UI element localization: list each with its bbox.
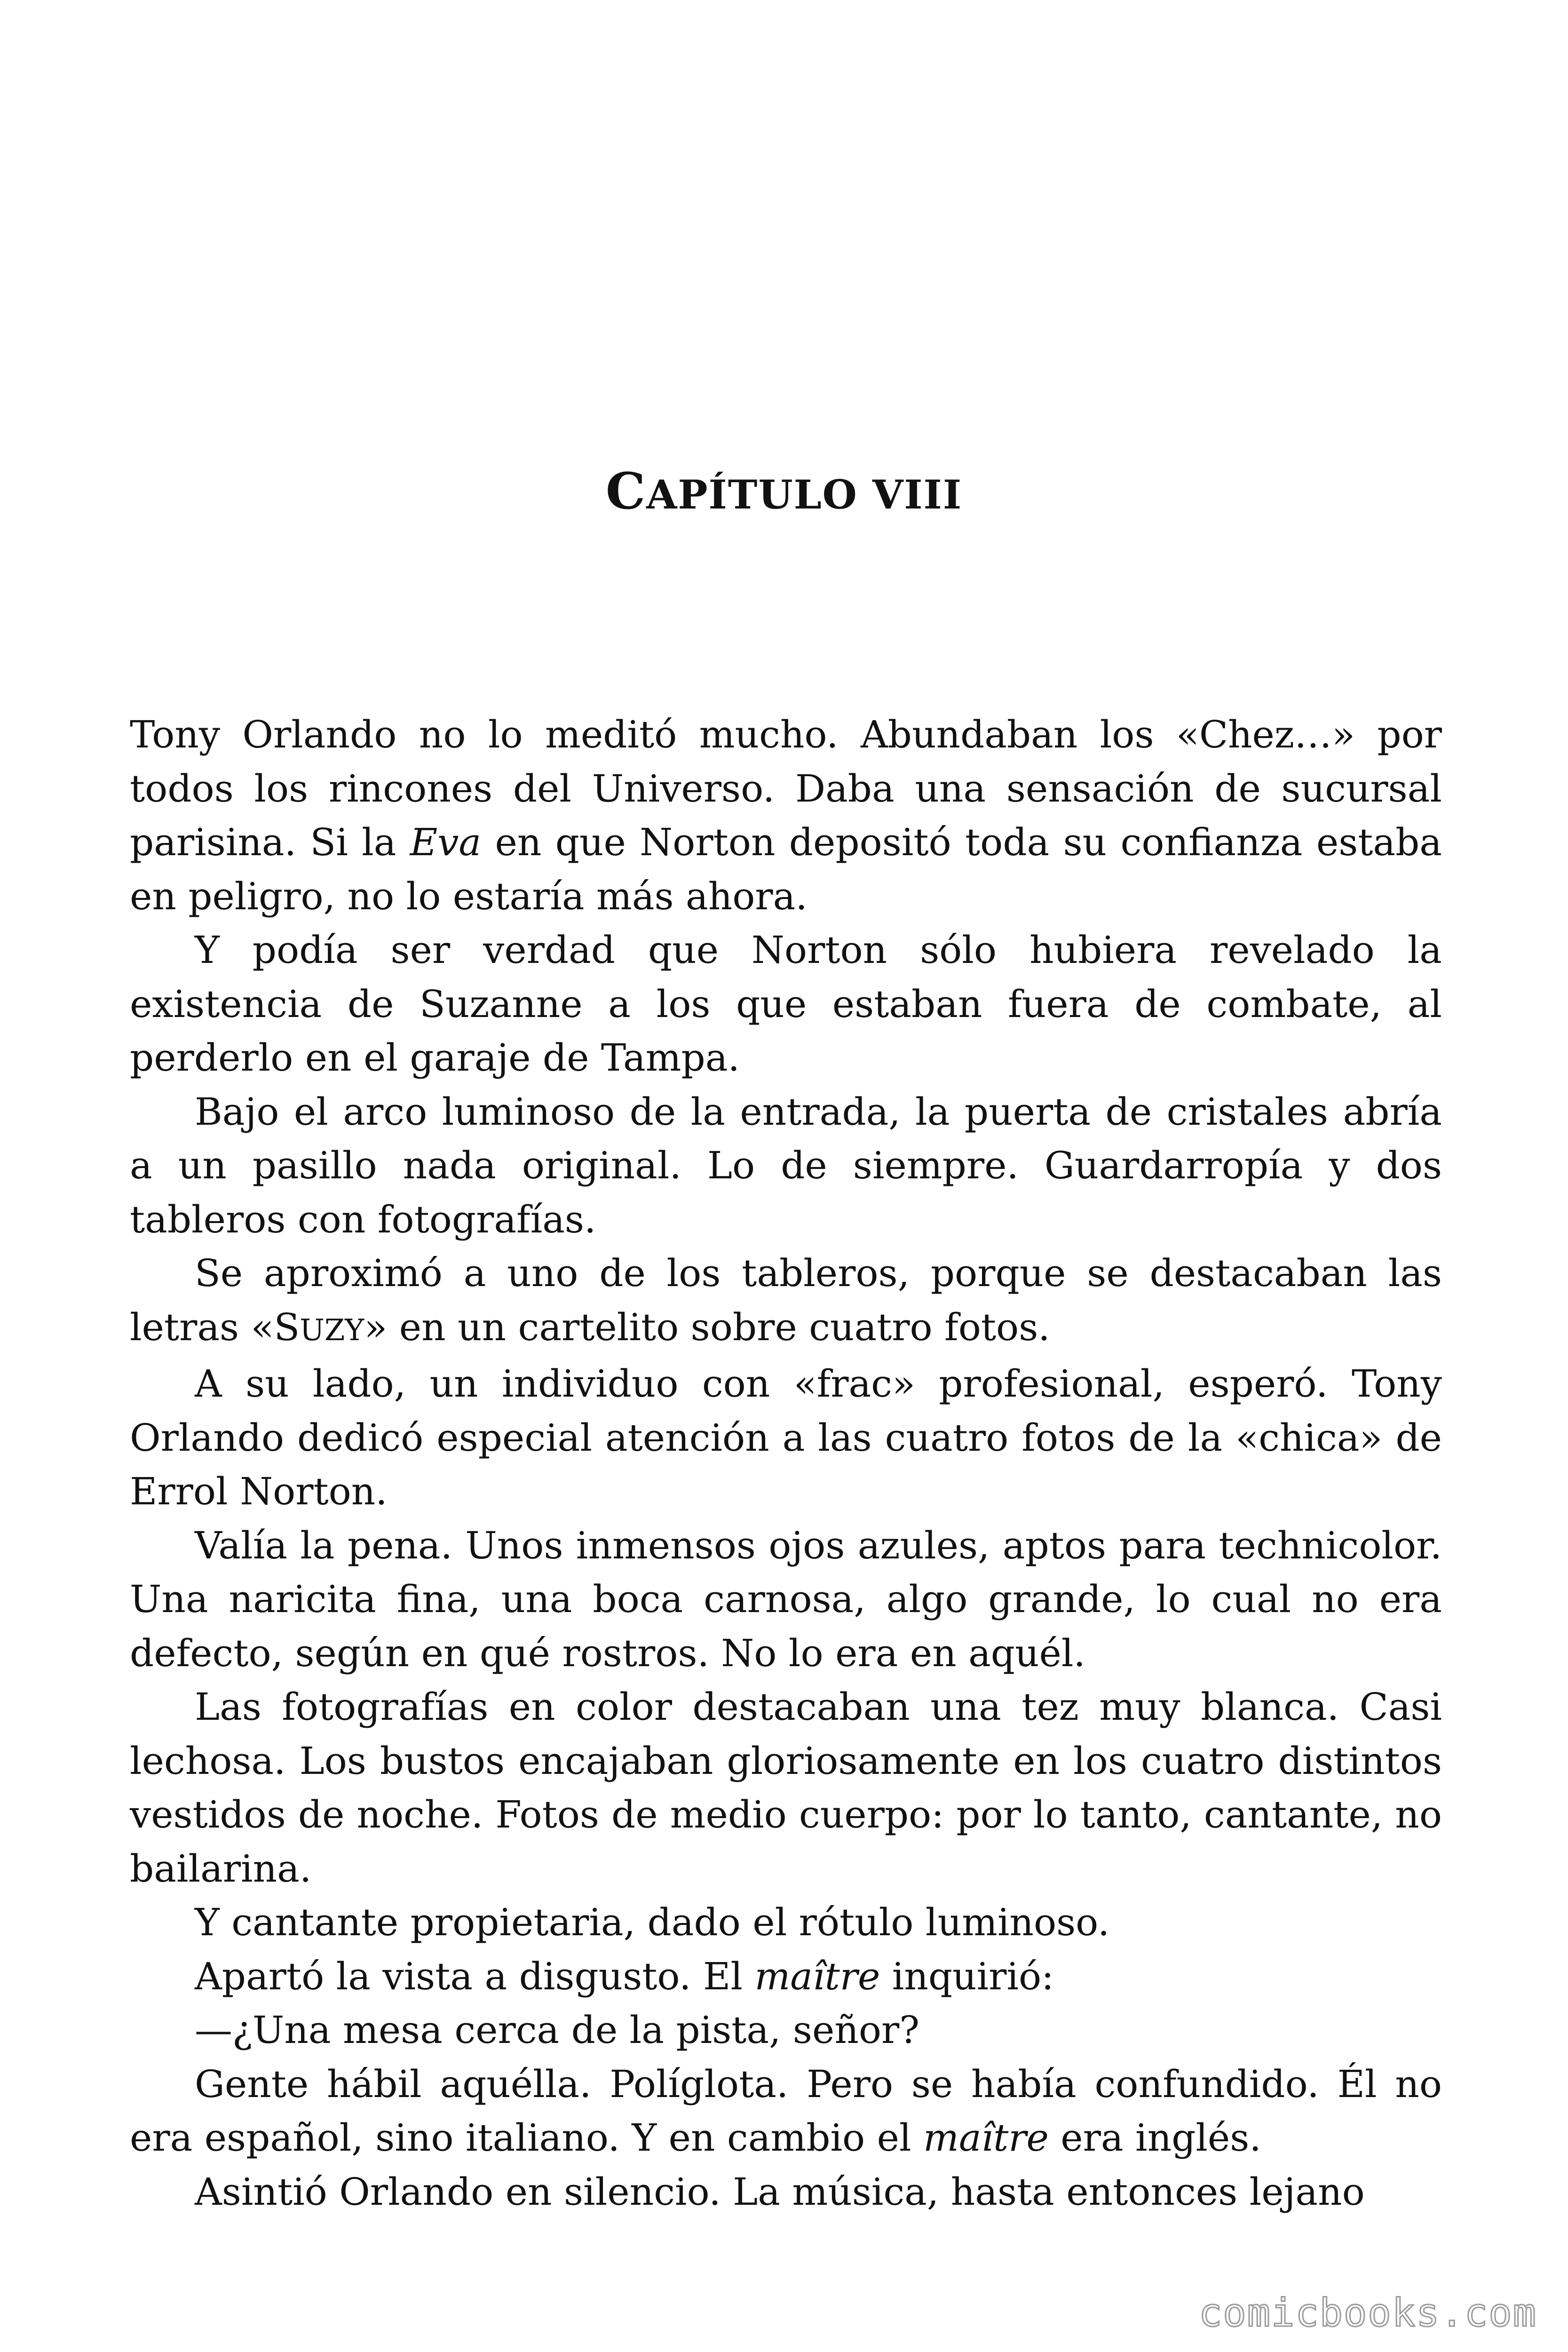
chapter-title-rest: APÍTULO VIII (646, 471, 963, 518)
paragraph (130, 2165, 1442, 2219)
paragraph-text: Y podía ser verdad que Norton sólo hubiera revelado la existencia de Suzanne a los que estaban fuera de combate, al perderlo en el garaje de Tampa. (130, 928, 1442, 1080)
paragraph (130, 1247, 1442, 1357)
paragraph (130, 1519, 1442, 1681)
paragraph-text: inquirió: (880, 1954, 1054, 1998)
paragraph-text: Se aproximó a uno de los tableros, porque se destacaban las letras «S (130, 1251, 1442, 1349)
paragraph-text: Y cantante propietaria, dado el rótulo luminoso. (195, 1900, 1110, 1944)
paragraph-text: Las fotografías en color destacaban una tez muy blanca. Casi lechosa. Los bustos encajaban gloriosamente en los cuatro distintos vestidos de noche. Fotos de medio cuerpo: por lo tanto, cantante, no bailarina. (130, 1685, 1442, 1891)
paragraph-text: era inglés. (1048, 2116, 1261, 2160)
paragraph-text: » en un cartelito sobre cuatro fotos. (364, 1305, 1050, 1349)
paragraph (130, 1680, 1442, 1896)
paragraph (130, 1357, 1442, 1519)
paragraph (130, 2058, 1442, 2165)
paragraph-text: —¿Una mesa cerca de la pista, señor? (195, 2008, 920, 2052)
paragraph-text: Apartó la vista a disgusto. El (195, 1954, 755, 1998)
chapter-title-initial: C (605, 461, 647, 520)
paragraph (130, 923, 1442, 1085)
paragraph-text: Gente hábil aquélla. Políglota. Pero se había confundido. Él no era español, sino italiano. Y en cambio el (130, 2062, 1442, 2160)
chapter-body (130, 708, 1442, 2219)
paragraph (130, 708, 1442, 923)
italic-text: maître (754, 1954, 880, 1998)
paragraph-text: A su lado, un individuo con «frac» profesional, esperó. Tony Orlando dedicó especial atención a las cuatro fotos de la «chica» de Errol Norton. (130, 1362, 1442, 1513)
watermark: comicbooks.com (1198, 2291, 1537, 2336)
paragraph-text: Bajo el arco luminoso de la entrada, la puerta de cristales abría a un pasillo nada original. Lo de siempre. Guardarropía y dos tableros con fotografías. (130, 1089, 1442, 1241)
italic-text: maître (923, 2116, 1049, 2160)
paragraph-text: Asintió Orlando en silencio. La música, hasta entonces lejano (195, 2169, 1365, 2214)
paragraph (130, 1085, 1442, 1247)
paragraph-text: Tony Orlando no lo meditó mucho. Abundaban los «Chez…» por todos los rincones del Universo. Daba una sensación de sucursal parisina. Si la (130, 713, 1442, 864)
smallcaps-text: UZY (300, 1312, 364, 1347)
paragraph (130, 1896, 1442, 1950)
paragraph (130, 1950, 1442, 2004)
chapter-title (0, 461, 1568, 521)
paragraph-text: en que Norton depositó toda su confianza estaba en peligro, no lo estaría más ahora. (130, 820, 1442, 918)
italic-text: Eva (410, 820, 482, 864)
paragraph (130, 2003, 1442, 2058)
paragraph-text: Valía la pena. Unos inmensos ojos azules, aptos para technicolor. Una naricita fina, una boca carnosa, algo grande, lo cual no era defecto, según en qué rostros. No lo era en aquél. (130, 1523, 1442, 1675)
